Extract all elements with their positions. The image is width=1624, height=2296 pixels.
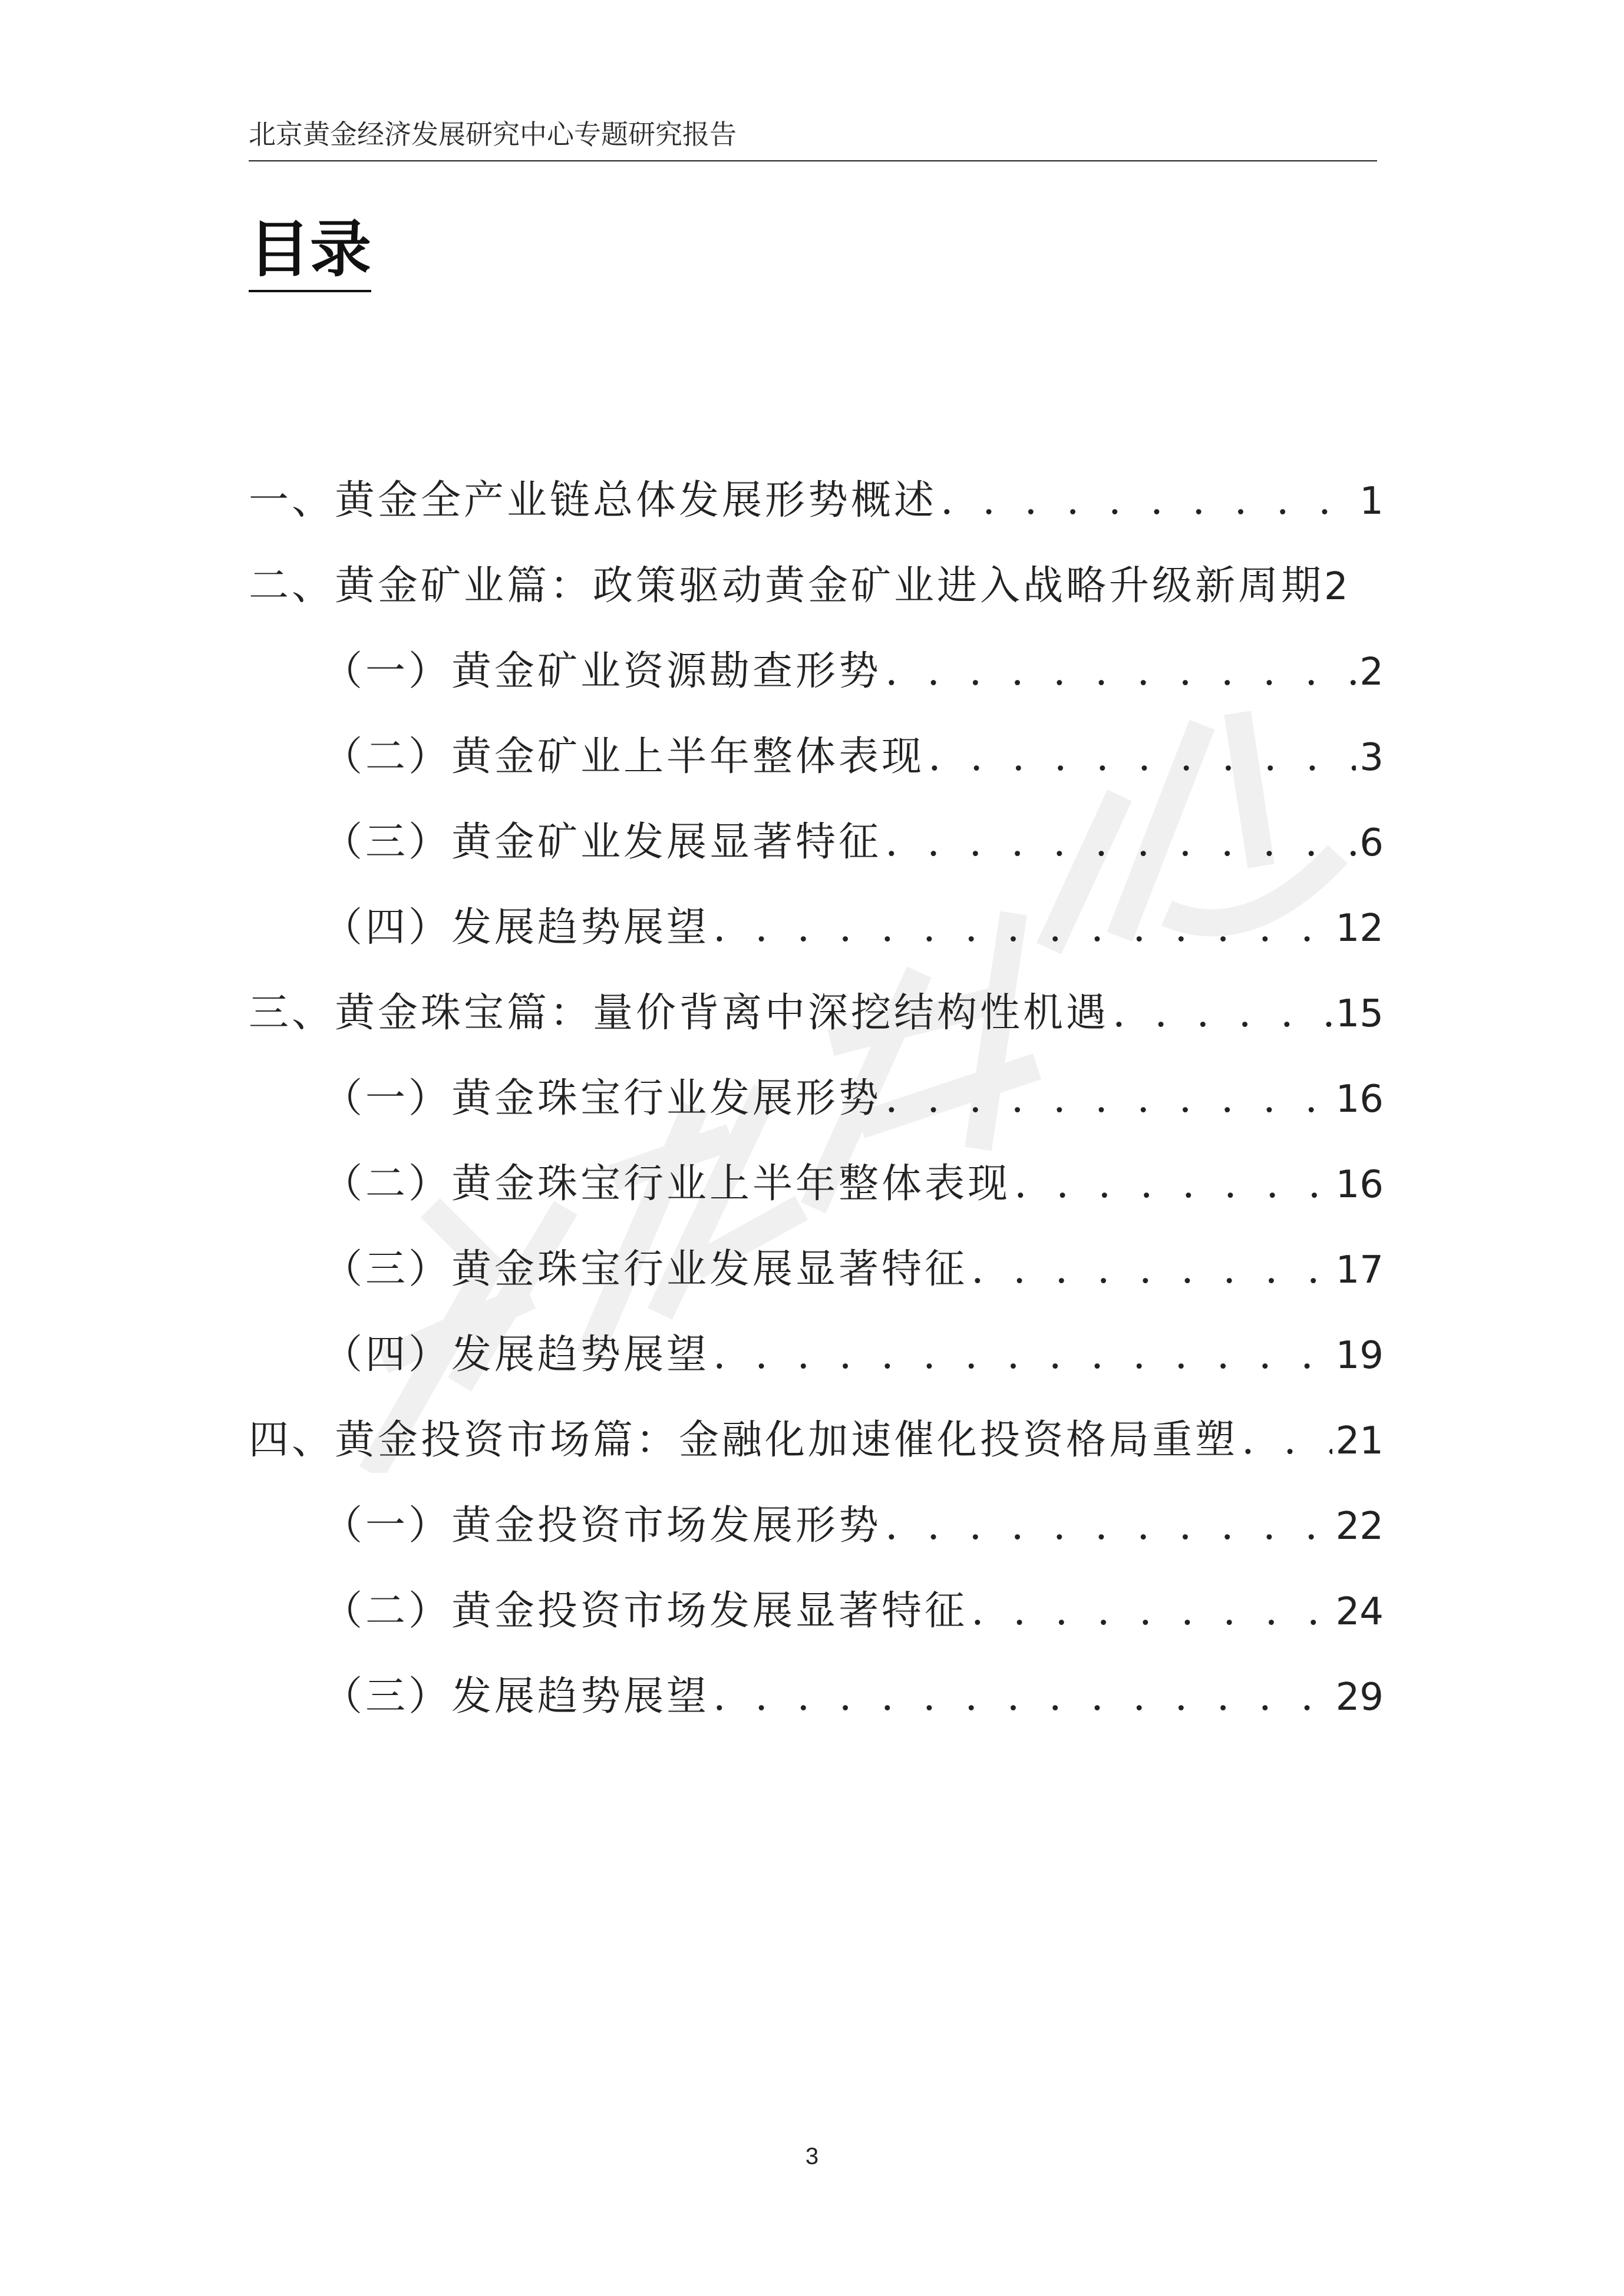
toc-entry-2[interactable] — [249, 557, 1384, 642]
toc-dot-leader — [940, 471, 1356, 530]
toc-entry-2-2[interactable] — [249, 728, 1384, 813]
toc-dot-leader — [971, 1240, 1332, 1299]
toc-dot-leader — [885, 642, 1356, 701]
toc-page-number: 16 — [1335, 1078, 1384, 1121]
toc-page-number: 2 — [1359, 650, 1384, 694]
toc-page-number: 29 — [1335, 1676, 1384, 1719]
toc-entry-2-3[interactable] — [249, 813, 1384, 898]
toc-dot-leader — [885, 1069, 1332, 1128]
toc-page-number: 3 — [1359, 736, 1384, 779]
toc-dot-leader — [928, 728, 1356, 787]
toc-entry-text: 三、黄金珠宝篇：量价背离中深挖结构性机遇 — [249, 990, 1110, 1036]
toc-entry-3-1[interactable] — [249, 1069, 1384, 1155]
toc-entry-text: 一、黄金全产业链总体发展形势概述 — [249, 477, 938, 524]
toc-dot-leader — [885, 813, 1356, 872]
toc-page-number: 1 — [1359, 480, 1384, 523]
page-number: 3 — [805, 2143, 819, 2169]
toc-title: 目录 — [249, 211, 371, 292]
toc-entry-text: （一）黄金珠宝行业发展形势 — [322, 1075, 882, 1122]
toc-entry-2-4[interactable] — [249, 898, 1384, 984]
toc-entry-text: （四）发展趋势展望 — [322, 904, 710, 951]
header-rule — [249, 160, 1377, 161]
toc-page-number: 15 — [1335, 992, 1384, 1036]
toc-dot-leader — [1113, 984, 1332, 1043]
toc-entry-text: （一）黄金投资市场发展形势 — [322, 1502, 882, 1549]
toc-page-number: 22 — [1335, 1505, 1384, 1548]
toc-entry-4-2[interactable] — [249, 1582, 1384, 1667]
toc-entry-3[interactable] — [249, 984, 1384, 1069]
toc-entry-text: （一）黄金矿业资源勘查形势 — [322, 648, 882, 695]
toc-entry-text: （三）黄金珠宝行业发展显著特征 — [322, 1246, 968, 1293]
toc-entry-text: （二）黄金珠宝行业上半年整体表现 — [322, 1161, 1011, 1207]
toc-page-number: 16 — [1335, 1163, 1384, 1207]
toc-dot-leader — [885, 1496, 1332, 1555]
toc-entry-text: （三）黄金矿业发展显著特征 — [322, 819, 882, 865]
toc-entry-4-3[interactable] — [249, 1667, 1384, 1753]
toc-dot-leader — [713, 1326, 1332, 1385]
toc-entry-3-4[interactable] — [249, 1326, 1384, 1411]
toc-page-number: 12 — [1335, 907, 1384, 950]
toc-page-number: 19 — [1335, 1334, 1384, 1377]
toc-page-number: 21 — [1335, 1419, 1384, 1463]
toc-page-number: 6 — [1359, 821, 1384, 865]
toc-page-number: 2 — [1324, 565, 1348, 609]
toc-entry-4-1[interactable] — [249, 1496, 1384, 1582]
toc-entry-text: 四、黄金投资市场篇：金融化加速催化投资格局重塑 — [249, 1417, 1239, 1464]
toc-entry-text: （四）发展趋势展望 — [322, 1332, 710, 1378]
toc-entry-1[interactable] — [249, 471, 1384, 557]
toc-entry-text: （二）黄金投资市场发展显著特征 — [322, 1588, 968, 1634]
toc-dot-leader — [1014, 1155, 1332, 1214]
toc-page-number: 24 — [1335, 1590, 1384, 1634]
table-of-contents — [249, 471, 1384, 1753]
toc-dot-leader — [713, 1667, 1332, 1726]
running-header: 北京黄金经济发展研究中心专题研究报告 — [249, 118, 737, 150]
toc-entry-3-3[interactable] — [249, 1240, 1384, 1326]
toc-page-number: 17 — [1335, 1248, 1384, 1292]
toc-entry-2-1[interactable] — [249, 642, 1384, 728]
toc-entry-text: （三）发展趋势展望 — [322, 1673, 710, 1720]
toc-entry-3-2[interactable] — [249, 1155, 1384, 1240]
toc-dot-leader — [713, 898, 1332, 957]
toc-dot-leader — [1242, 1411, 1332, 1470]
toc-dot-leader — [971, 1582, 1332, 1641]
toc-entry-text: 二、黄金矿业篇：政策驱动黄金矿业进入战略升级新周期 — [249, 563, 1325, 609]
toc-entry-4[interactable] — [249, 1411, 1384, 1496]
toc-entry-text: （二）黄金矿业上半年整体表现 — [322, 734, 925, 780]
